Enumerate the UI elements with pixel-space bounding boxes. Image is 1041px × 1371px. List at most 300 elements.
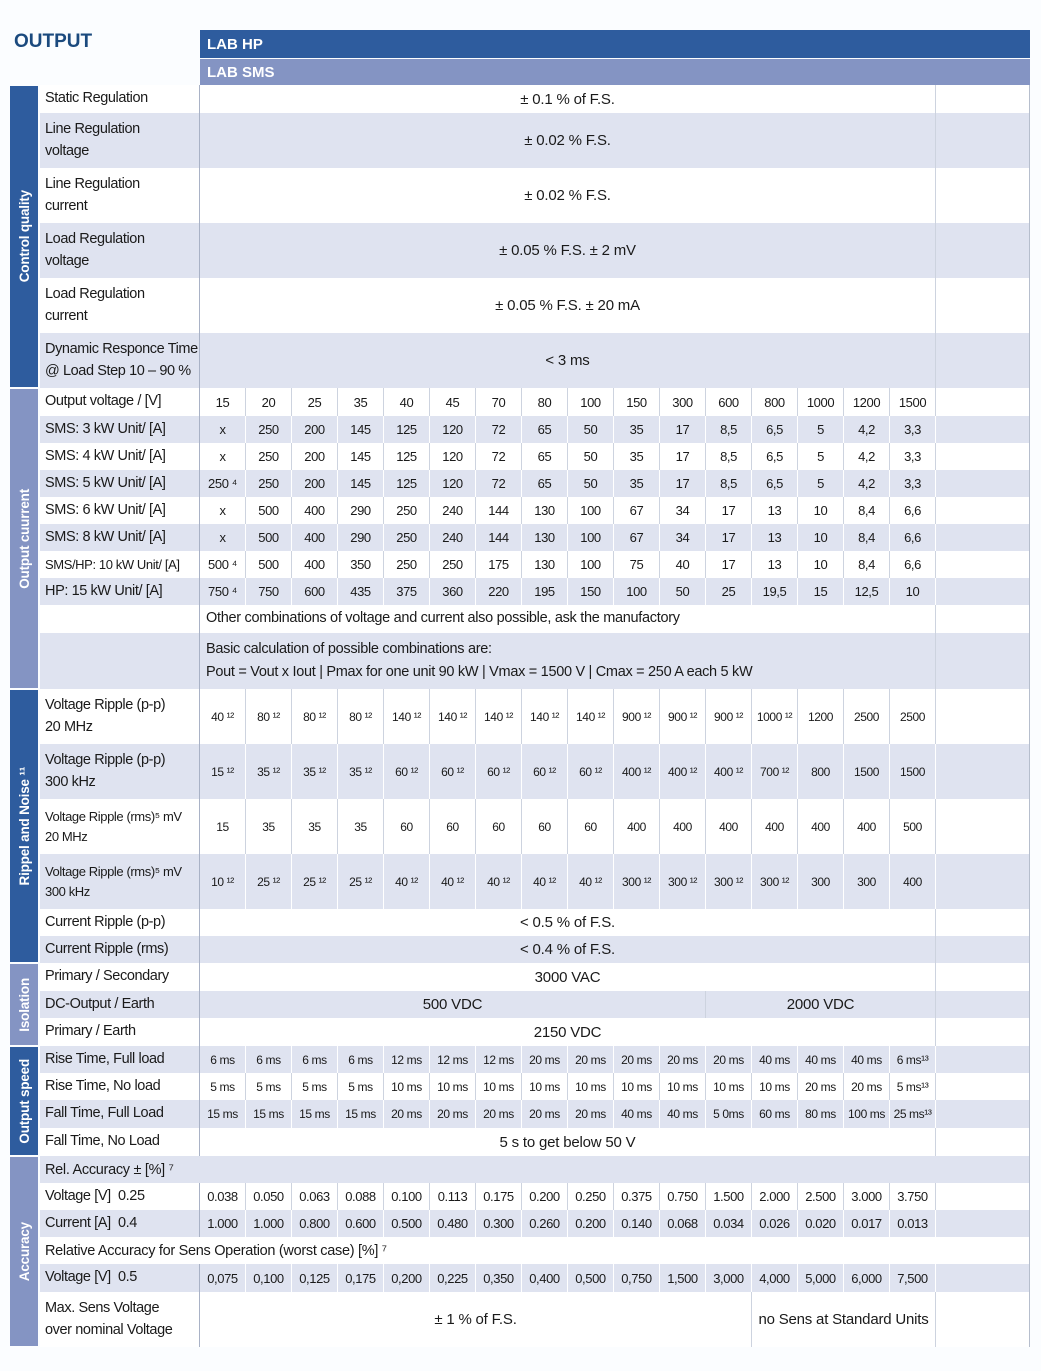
value-cell: 140 ¹²	[384, 689, 430, 744]
ripple-cells	[200, 799, 936, 854]
subheader-text: Relative Accuracy for Sens Operation (worst case) [%] ⁷	[40, 1237, 1030, 1264]
empty-cell	[936, 388, 1030, 416]
value-cell: 20 ms	[476, 1100, 522, 1128]
current-cells	[200, 524, 936, 551]
table-row	[40, 1292, 1030, 1347]
section-bar-label: Output cuurrent	[16, 488, 32, 589]
voltage-header-cell: 800	[752, 388, 798, 416]
value-cell: 8,5	[706, 443, 752, 470]
value-cell: 2.500	[798, 1183, 844, 1210]
table-row	[40, 1100, 1030, 1128]
value-cell: 400 ¹²	[614, 744, 660, 799]
empty-cell	[936, 854, 1030, 909]
row-label: Fall Time, No Load	[40, 1128, 200, 1156]
value-cell: 250	[384, 524, 430, 551]
value-cell: 5 ms¹³	[890, 1073, 936, 1100]
value-cell: 0.375	[614, 1183, 660, 1210]
value-cell: 2500	[890, 689, 936, 744]
value-cell: 80 ms	[798, 1100, 844, 1128]
value-cell: 10	[890, 578, 936, 605]
accuracy-cells	[200, 1183, 936, 1210]
value-cell: 67	[614, 524, 660, 551]
value-cell: 8,4	[844, 551, 890, 578]
value-cell: 7,500	[890, 1264, 936, 1292]
value-cell: 10 ms	[430, 1073, 476, 1100]
value-cell: 60 ¹²	[384, 744, 430, 799]
value-cell: 140 ¹²	[522, 689, 568, 744]
section-output-speed	[10, 1046, 1030, 1156]
table-row	[40, 524, 1030, 551]
value-cell: 20 ms	[568, 1046, 614, 1073]
section-isolation	[10, 963, 1030, 1046]
value-cell: 60 ms	[752, 1100, 798, 1128]
value-cell: 20 ms	[660, 1046, 706, 1073]
table-row	[40, 443, 1030, 470]
value-cell: 400	[292, 524, 338, 551]
value-cell: 35	[614, 416, 660, 443]
row-label: SMS: 8 kW Unit/ [A]	[40, 524, 200, 551]
value-cell: 6,5	[752, 416, 798, 443]
value-cell: 250 ⁴	[200, 470, 246, 497]
row-value: 5 s to get below 50 V	[200, 1128, 936, 1156]
table-row	[40, 1264, 1030, 1292]
row-label: Output voltage / [V]	[40, 388, 200, 416]
row-label: Max. Sens Voltage over nominal Voltage	[40, 1292, 200, 1347]
value-cell: 500 ⁴	[200, 551, 246, 578]
empty-cell	[936, 1210, 1030, 1237]
row-label: Rise Time, Full load	[40, 1046, 200, 1073]
value-cell: 20 ms	[430, 1100, 476, 1128]
value-cell: 600	[292, 578, 338, 605]
voltage-header-cell: 150	[614, 388, 660, 416]
value-cell: 0,075	[200, 1264, 246, 1292]
value-cell: 435	[338, 578, 384, 605]
section-bar-accuracy	[10, 1157, 38, 1346]
value-cell: 34	[660, 497, 706, 524]
value-cell: 0.034	[706, 1210, 752, 1237]
value-cell: 13	[752, 524, 798, 551]
value-cell: 0.100	[384, 1183, 430, 1210]
value-cell: 8,5	[706, 416, 752, 443]
empty-cell	[936, 744, 1030, 799]
value-cell: 200	[292, 416, 338, 443]
value-cell: 0.260	[522, 1210, 568, 1237]
empty-cell	[936, 633, 1030, 689]
empty-cell	[936, 909, 1030, 936]
value-cell: 2500	[844, 689, 890, 744]
value-cell: 750 ⁴	[200, 578, 246, 605]
value-cell: 0,100	[246, 1264, 292, 1292]
value-cell: 100 ms	[844, 1100, 890, 1128]
table-row	[40, 963, 1030, 991]
row-label: SMS/HP: 10 kW Unit/ [A]	[40, 551, 200, 578]
row-label	[40, 605, 200, 633]
table-row-subheader	[40, 1156, 1030, 1183]
value-cell: 500	[246, 497, 292, 524]
value-cell: 300	[798, 854, 844, 909]
row-label: Primary / Secondary	[40, 963, 200, 991]
value-cell: 10 ms	[660, 1073, 706, 1100]
value-cell: 400 ¹²	[660, 744, 706, 799]
value-cell: 6 ms¹³	[890, 1046, 936, 1073]
table-row	[40, 1018, 1030, 1046]
table-row	[40, 223, 1030, 278]
value-cell: 400	[292, 497, 338, 524]
value-cell: 195	[522, 578, 568, 605]
table-row	[40, 113, 1030, 168]
value-cell: 500	[246, 551, 292, 578]
value-cell: 8,5	[706, 470, 752, 497]
empty-cell	[936, 278, 1030, 333]
value-cell: 125	[384, 443, 430, 470]
section-bar-label: Output speed	[16, 1058, 32, 1144]
value-cell: 67	[614, 497, 660, 524]
value-cell: 65	[522, 416, 568, 443]
value-cell: 40 ¹²	[430, 854, 476, 909]
voltage-header-cell: 100	[568, 388, 614, 416]
value-cell: 17	[660, 443, 706, 470]
value-cell: 40 ms	[798, 1046, 844, 1073]
value-cell: 100	[568, 497, 614, 524]
value-cell: 15 ¹²	[200, 744, 246, 799]
value-cell: 80 ¹²	[246, 689, 292, 744]
value-cell: 2.000	[752, 1183, 798, 1210]
value-cell: 25 ¹²	[338, 854, 384, 909]
value-cell: 900 ¹²	[614, 689, 660, 744]
empty-cell	[936, 524, 1030, 551]
value-cell: 0.140	[614, 1210, 660, 1237]
value-cell: 25 ms¹³	[890, 1100, 936, 1128]
value-cell: 1500	[890, 744, 936, 799]
empty-cell	[936, 1128, 1030, 1156]
row-label: SMS: 6 kW Unit/ [A]	[40, 497, 200, 524]
value-cell: 6 ms	[292, 1046, 338, 1073]
value-cell: 3,3	[890, 416, 936, 443]
value-cell: 75	[614, 551, 660, 578]
row-label: Fall Time, Full Load	[40, 1100, 200, 1128]
value-cell: 50	[568, 443, 614, 470]
voltage-header-cell: 35	[338, 388, 384, 416]
value-cell: 20 ms	[614, 1046, 660, 1073]
value-cell: 0,350	[476, 1264, 522, 1292]
value-cell: 125	[384, 470, 430, 497]
value-cell: 145	[338, 470, 384, 497]
table-row	[40, 936, 1030, 963]
row-label: Current Ripple (rms)	[40, 936, 200, 963]
value-cell: 35	[338, 799, 384, 854]
empty-cell	[936, 470, 1030, 497]
brand-bar-lab-sms: LAB SMS	[200, 59, 1030, 85]
value-cell: 0.063	[292, 1183, 338, 1210]
value-cell: 60 ¹²	[522, 744, 568, 799]
voltage-header-cell: 20	[246, 388, 292, 416]
current-cells	[200, 443, 936, 470]
value-cell: 50	[568, 416, 614, 443]
value-cell: 400	[292, 551, 338, 578]
value-cell: 12 ms	[476, 1046, 522, 1073]
value-cell: 1.000	[246, 1210, 292, 1237]
value-cell: 144	[476, 497, 522, 524]
value-cell: 65	[522, 470, 568, 497]
empty-cell	[936, 416, 1030, 443]
value-cell: 6,6	[890, 497, 936, 524]
row-value: ± 0.05 % F.S. ± 20 mA	[200, 278, 936, 333]
table-row	[40, 497, 1030, 524]
value-cell: 0.480	[430, 1210, 476, 1237]
value-cell: 400	[660, 799, 706, 854]
table-row	[40, 470, 1030, 497]
value-cell: 72	[476, 416, 522, 443]
empty-cell	[936, 1100, 1030, 1128]
value-cell: 10	[798, 524, 844, 551]
value-cell: 12 ms	[384, 1046, 430, 1073]
table-row	[40, 909, 1030, 936]
table-row	[40, 1210, 1030, 1237]
value-cell: 0.038	[200, 1183, 246, 1210]
section-output-current	[10, 388, 1030, 689]
value-cell: 0,500	[568, 1264, 614, 1292]
value-cell: 60	[522, 799, 568, 854]
empty-cell	[936, 1073, 1030, 1100]
value-cell: 0.200	[522, 1183, 568, 1210]
value-cell: 0.800	[292, 1210, 338, 1237]
accuracy-cells	[200, 1210, 936, 1237]
value-cell: 1.000	[200, 1210, 246, 1237]
empty-cell	[936, 497, 1030, 524]
value-cell: 25 ¹²	[246, 854, 292, 909]
value-cell: 0.113	[430, 1183, 476, 1210]
value-cell: 40	[660, 551, 706, 578]
empty-cell	[936, 168, 1030, 223]
ripple-cells	[200, 744, 936, 799]
value-cell: 65	[522, 443, 568, 470]
empty-cell	[936, 1018, 1030, 1046]
table-row	[40, 1183, 1030, 1210]
value-cell: 6 ms	[200, 1046, 246, 1073]
value-cell: 80 ¹²	[338, 689, 384, 744]
value-cell: 250	[384, 551, 430, 578]
subheader-text: Rel. Accuracy ± [%] ⁷	[40, 1156, 1030, 1183]
value-cell: 400	[706, 799, 752, 854]
value-cell: 1200	[798, 689, 844, 744]
row-value: 3000 VAC	[200, 963, 936, 991]
table-row-note	[40, 605, 1030, 633]
value-cell: 20 ms	[706, 1046, 752, 1073]
spec-table	[10, 85, 1030, 1347]
table-row	[40, 168, 1030, 223]
row-label	[40, 633, 200, 689]
table-row	[40, 578, 1030, 605]
section-accuracy	[10, 1156, 1030, 1347]
table-row	[40, 1128, 1030, 1156]
value-cell: 60 ¹²	[430, 744, 476, 799]
section-bar-label: Accuracy	[16, 1221, 32, 1282]
value-cell: 145	[338, 443, 384, 470]
value-cell: 17	[706, 497, 752, 524]
value-cell: 0,175	[338, 1264, 384, 1292]
row-label: Line Regulation voltage	[40, 113, 200, 168]
calc-line-2: Pout = Vout x Iout | Pmax for one unit 90 kW | Vmax = 1500 V | Cmax = 250 A each 5 kW	[206, 664, 753, 680]
voltage-header-cell: 80	[522, 388, 568, 416]
row-label: Dynamic Responce Time @ Load Step 10 – 90 %	[40, 333, 200, 388]
section-bar-label: Control quality	[16, 190, 32, 283]
value-cell: 17	[660, 416, 706, 443]
value-cell: 25 ¹²	[292, 854, 338, 909]
empty-cell	[936, 578, 1030, 605]
empty-cell	[936, 799, 1030, 854]
value-cell: 4,2	[844, 416, 890, 443]
row-label: HP: 15 kW Unit/ [A]	[40, 578, 200, 605]
row-label: Primary / Earth	[40, 1018, 200, 1046]
value-cell: 60	[384, 799, 430, 854]
row-label: Voltage [V] 0.5	[40, 1264, 200, 1292]
value-cell: 0.013	[890, 1210, 936, 1237]
empty-cell	[936, 113, 1030, 168]
empty-cell	[936, 991, 1030, 1018]
value-cell: 40 ¹²	[568, 854, 614, 909]
value-cell: 120	[430, 443, 476, 470]
value-cell: 100	[568, 551, 614, 578]
row-value-right: no Sens at Standard Units	[752, 1292, 936, 1347]
value-cell: 5	[798, 416, 844, 443]
value-cell: 3.000	[844, 1183, 890, 1210]
value-cell: 250	[246, 443, 292, 470]
value-cell: 0.200	[568, 1210, 614, 1237]
value-cell: 240	[430, 497, 476, 524]
voltage-header-cell: 25	[292, 388, 338, 416]
value-cell: 15	[200, 799, 246, 854]
value-cell: 5 ms	[292, 1073, 338, 1100]
table-row	[40, 278, 1030, 333]
section-bar-isolation	[10, 964, 38, 1045]
value-cell: 40 ¹²	[384, 854, 430, 909]
accuracy-cells	[200, 1264, 936, 1292]
value-cell: 500	[890, 799, 936, 854]
value-cell: 25	[706, 578, 752, 605]
value-cell: 0.175	[476, 1183, 522, 1210]
value-cell: 60	[476, 799, 522, 854]
value-cell: 0.600	[338, 1210, 384, 1237]
value-cell: 6,000	[844, 1264, 890, 1292]
row-value-left: ± 1 % of F.S.	[200, 1292, 752, 1347]
empty-cell	[936, 551, 1030, 578]
current-cells	[200, 416, 936, 443]
value-cell: 140 ¹²	[430, 689, 476, 744]
value-cell: 130	[522, 497, 568, 524]
value-cell: 50	[568, 470, 614, 497]
value-cell: 400	[890, 854, 936, 909]
value-cell: 40 ms	[614, 1100, 660, 1128]
value-cell: 10 ms	[706, 1073, 752, 1100]
value-cell: 3.750	[890, 1183, 936, 1210]
value-cell: 130	[522, 551, 568, 578]
value-cell: 72	[476, 443, 522, 470]
voltage-header-cell: 15	[200, 388, 246, 416]
value-cell: 20 ms	[384, 1100, 430, 1128]
value-cell: 0.088	[338, 1183, 384, 1210]
value-cell: 10 ms	[476, 1073, 522, 1100]
value-cell: 120	[430, 416, 476, 443]
value-cell: 35	[614, 443, 660, 470]
value-cell: 350	[338, 551, 384, 578]
value-cell: 10 ¹²	[200, 854, 246, 909]
value-cell: 400 ¹²	[706, 744, 752, 799]
table-row	[40, 416, 1030, 443]
value-cell: 1500	[844, 744, 890, 799]
current-cells	[200, 497, 936, 524]
value-cell: 3,3	[890, 443, 936, 470]
value-cell: 13	[752, 497, 798, 524]
value-cell: 35	[614, 470, 660, 497]
value-cell: 130	[522, 524, 568, 551]
row-value: < 0.4 % of F.S.	[200, 936, 936, 963]
empty-cell	[936, 443, 1030, 470]
value-cell: 300 ¹²	[614, 854, 660, 909]
row-label: Static Regulation	[40, 85, 200, 113]
value-cell: 1,500	[660, 1264, 706, 1292]
value-cell: 20 ms	[522, 1100, 568, 1128]
voltage-header-cell: 1200	[844, 388, 890, 416]
section-bar-label: Rippel and Noise ¹¹	[16, 766, 32, 886]
value-cell: 72	[476, 470, 522, 497]
value-cell: 400	[614, 799, 660, 854]
value-cell: 35	[246, 799, 292, 854]
table-row	[40, 744, 1030, 799]
value-cell: 15	[798, 578, 844, 605]
voltage-header-cell: 600	[706, 388, 752, 416]
value-cell: 120	[430, 470, 476, 497]
value-cell: 20 ms	[844, 1073, 890, 1100]
value-cell: 13	[752, 551, 798, 578]
value-cell: 4,2	[844, 470, 890, 497]
value-cell: 34	[660, 524, 706, 551]
value-cell: 140 ¹²	[568, 689, 614, 744]
value-cell: 4,2	[844, 443, 890, 470]
section-control-quality	[10, 85, 1030, 388]
row-label: SMS: 5 kW Unit/ [A]	[40, 470, 200, 497]
value-cell: 10 ms	[522, 1073, 568, 1100]
row-label: DC-Output / Earth	[40, 991, 200, 1018]
note-text: Other combinations of voltage and current also possible, ask the manufactory	[200, 605, 936, 633]
value-cell: 250	[384, 497, 430, 524]
value-cell: 220	[476, 578, 522, 605]
value-cell: 4,000	[752, 1264, 798, 1292]
value-cell: 900 ¹²	[706, 689, 752, 744]
value-cell: 3,000	[706, 1264, 752, 1292]
ripple-cells	[200, 854, 936, 909]
empty-cell	[936, 1292, 1030, 1347]
table-row-calc	[40, 633, 1030, 689]
value-cell: 800	[798, 744, 844, 799]
value-cell: 400	[798, 799, 844, 854]
value-cell: 6,6	[890, 551, 936, 578]
table-row	[40, 799, 1030, 854]
value-cell: 100	[614, 578, 660, 605]
empty-cell	[936, 1046, 1030, 1073]
value-cell: 40 ¹²	[522, 854, 568, 909]
row-label: Voltage Ripple (p-p) 300 kHz	[40, 744, 200, 799]
value-cell: 6,6	[890, 524, 936, 551]
calc-line-1: Basic calculation of possible combinations are:	[206, 640, 492, 657]
value-cell: 40 ms	[844, 1046, 890, 1073]
value-cell: 10 ms	[752, 1073, 798, 1100]
empty-cell	[936, 605, 1030, 633]
value-cell: 5 0ms	[706, 1100, 752, 1128]
row-value: ± 0.02 % F.S.	[200, 168, 936, 223]
table-row	[40, 85, 1030, 113]
value-cell: 10 ms	[568, 1073, 614, 1100]
value-cell: 10 ms	[614, 1073, 660, 1100]
